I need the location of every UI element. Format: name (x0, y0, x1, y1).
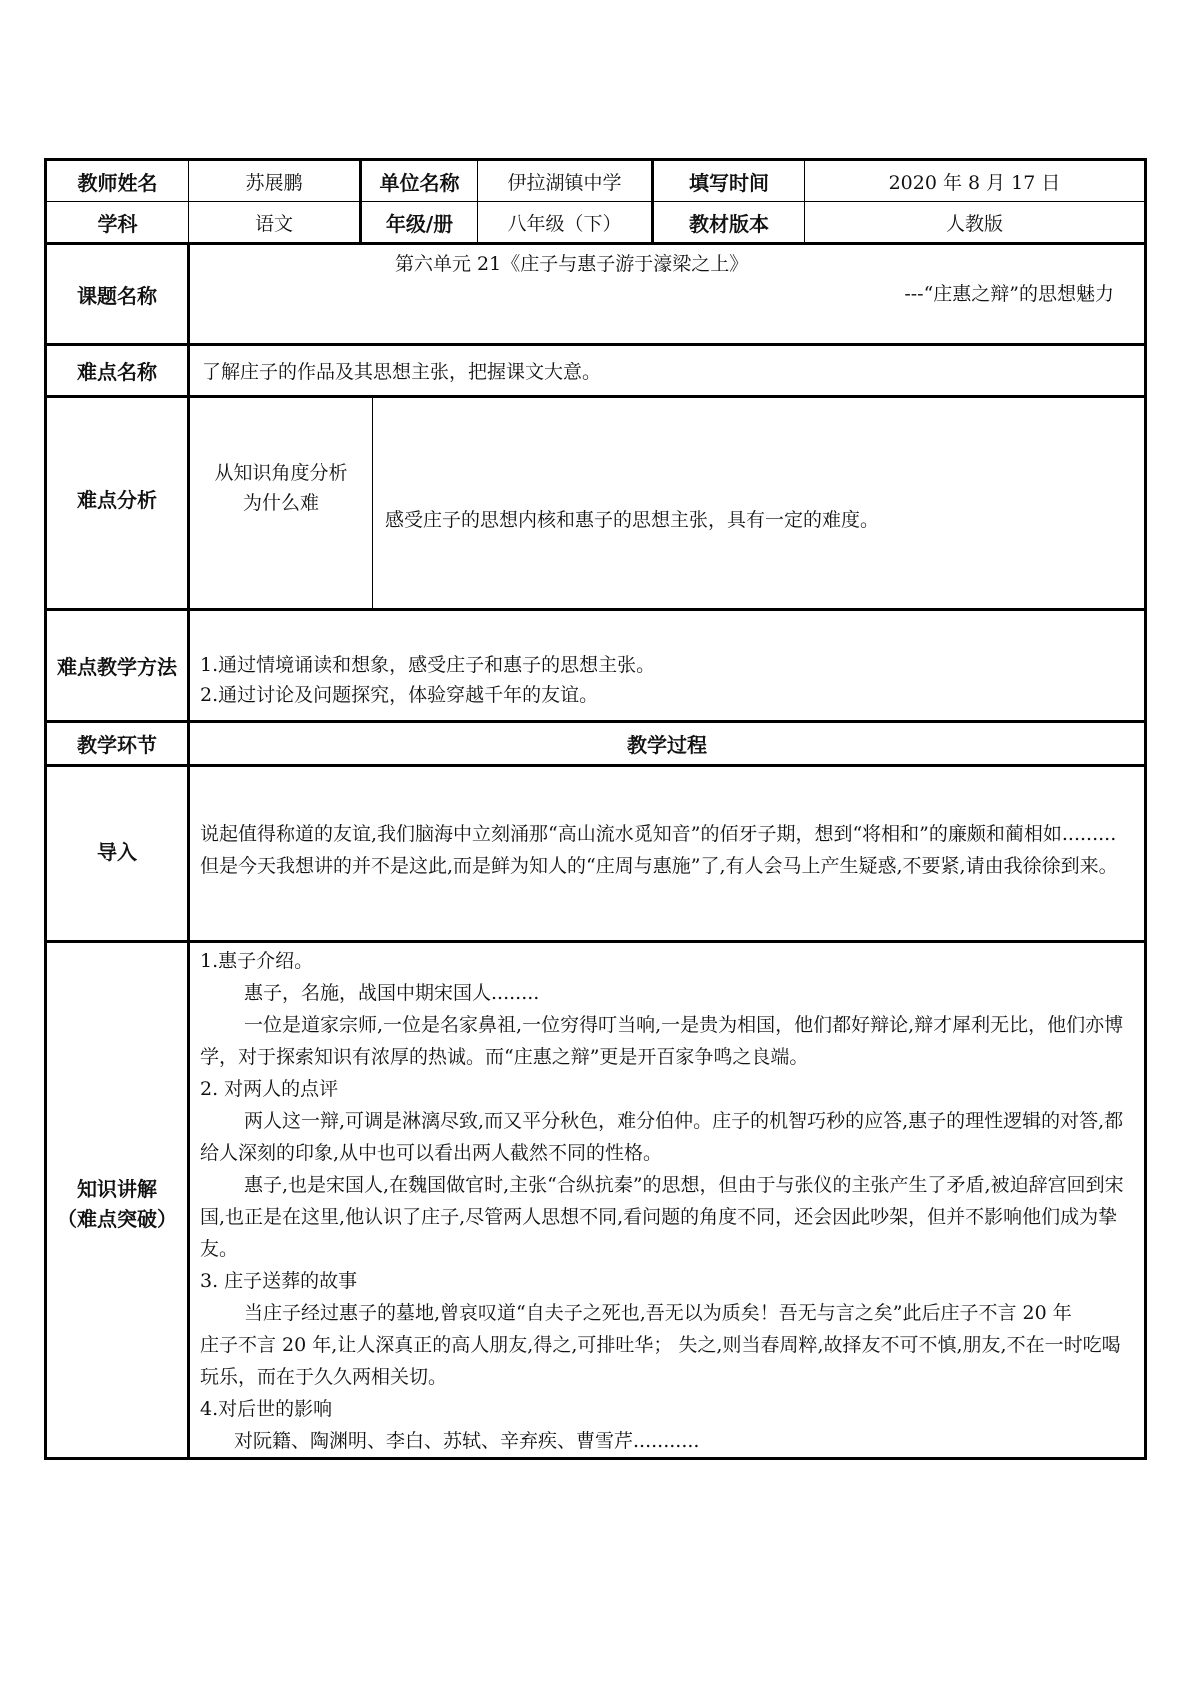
unit-label: 单位名称 (361, 160, 478, 202)
header-row-1 (46, 160, 1146, 202)
topic-cell (189, 244, 1146, 345)
grade-value: 八年级（下） (478, 202, 653, 244)
method-row (46, 610, 1146, 722)
section-header-right: 教学过程 (189, 722, 1146, 766)
method-line-1: 1.通过情境诵读和想象，感受庄子和惠子的思想主张。 (200, 653, 656, 676)
knowledge-p7: 3. 庄子送葬的故事 (200, 1270, 358, 1292)
analysis-sub-line1: 从知识角度分析 (214, 462, 348, 484)
knowledge-row (46, 942, 1146, 1459)
section-header-row (46, 722, 1146, 766)
time-label: 填写时间 (653, 160, 805, 202)
method-label: 难点教学方法 (46, 610, 189, 722)
knowledge-p2: 惠子，名施，战国中期宋国人........ (244, 982, 540, 1004)
knowledge-label-line2: （难点突破） (57, 1207, 177, 1231)
analysis-sub-label (190, 398, 373, 608)
unit-value: 伊拉湖镇中学 (478, 160, 653, 202)
knowledge-p8: 当庄子经过惠子的墓地,曾哀叹道“自夫子之死也,吾无以为质矣！吾无与言之矣”此后庄子不言 20 年 (244, 1302, 1072, 1324)
method-line-2: 2.通过讨论及问题探究，体验穿越千年的友谊。 (200, 683, 599, 706)
knowledge-p11: 对阮籍、陶渊明、李白、苏轼、辛弃疾、曹雪芹........... (234, 1430, 700, 1452)
teacher-value: 苏展鹏 (189, 160, 361, 202)
edition-label: 教材版本 (653, 202, 805, 244)
teacher-label: 教师姓名 (46, 160, 189, 202)
knowledge-p3: 一位是道家宗师,一位是名家鼻祖,一位穷得叮当响,一是贵为相国，他们都好辩论,辩才犀利无比，他们亦博学，对于探索知识有浓厚的热诚。而“庄惠之辩”更是开百家争鸣之良端。 (200, 1014, 1124, 1068)
analysis-value: 感受庄子的思想内核和惠子的思想主张，具有一定的难度。 (385, 508, 880, 531)
lesson-plan-table (44, 158, 1147, 1460)
topic-row (46, 244, 1146, 345)
topic-title: 第六单元 21《庄子与惠子游于濠梁之上》 (395, 253, 749, 275)
subject-value: 语文 (189, 202, 361, 244)
method-cell (189, 610, 1146, 722)
topic-subtitle: ---“庄惠之辩”的思想魅力 (904, 283, 1114, 305)
knowledge-p6: 惠子,也是宋国人,在魏国做官时,主张“合纵抗秦”的思想，但由于与张仪的主张产生了矛盾,被迫辞宫回到宋国,也正是在这里,他认识了庄子,尽管两人思想不同,看问题的角度不同，还会因此吵架，但并不影响他们成为挚友。 (200, 1174, 1124, 1260)
header-row-2 (46, 202, 1146, 244)
topic-label: 课题名称 (46, 244, 189, 345)
knowledge-p5: 两人这一辩,可调是淋漓尽致,而又平分秋色，难分伯仲。庄子的机智巧秒的应答,惠子的理性逻辑的对答,都给人深刻的印象,从中也可以看出两人截然不同的性格。 (200, 1110, 1124, 1164)
difficulty-value: 了解庄子的作品及其思想主张，把握课文大意。 (189, 345, 1146, 397)
analysis-cell (189, 397, 1146, 610)
analysis-label: 难点分析 (46, 397, 189, 610)
knowledge-label-line1: 知识讲解 (77, 1177, 157, 1201)
section-header-left: 教学环节 (46, 722, 189, 766)
intro-text: 说起值得称道的友谊,我们脑海中立刻涌那“高山流水觅知音”的佰牙子期，想到“将相和”的廉颇和蔺相如.........但是今天我想讲的并不是这此,而是鲜为知人的“庄周与惠施”了,有人会马上产生疑惑,不要紧,请由我徐徐到来。 (200, 822, 1118, 877)
time-value: 2020 年 8 月 17 日 (805, 160, 1146, 202)
intro-cell (189, 766, 1146, 942)
intro-row (46, 766, 1146, 942)
edition-value: 人教版 (805, 202, 1146, 244)
knowledge-cell (189, 942, 1146, 1459)
knowledge-p10: 4.对后世的影响 (200, 1398, 333, 1420)
difficulty-label: 难点名称 (46, 345, 189, 397)
knowledge-label (46, 942, 189, 1459)
knowledge-p9: 庄子不言 20 年,让人深真正的高人朋友,得之,可排吐华； 失之,则当春周粹,故择友不可不慎,朋友,不在一时吃喝玩乐，而在于久久两相关切。 (200, 1334, 1121, 1388)
analysis-sub-line2: 为什么难 (242, 492, 319, 514)
analysis-row (46, 397, 1146, 610)
subject-label: 学科 (46, 202, 189, 244)
intro-label: 导入 (46, 766, 189, 942)
difficulty-row (46, 345, 1146, 397)
knowledge-p4: 2. 对两人的点评 (200, 1078, 339, 1100)
knowledge-p1: 1.惠子介绍。 (200, 950, 314, 972)
lesson-plan-form (44, 158, 1144, 1460)
grade-label: 年级/册 (361, 202, 478, 244)
